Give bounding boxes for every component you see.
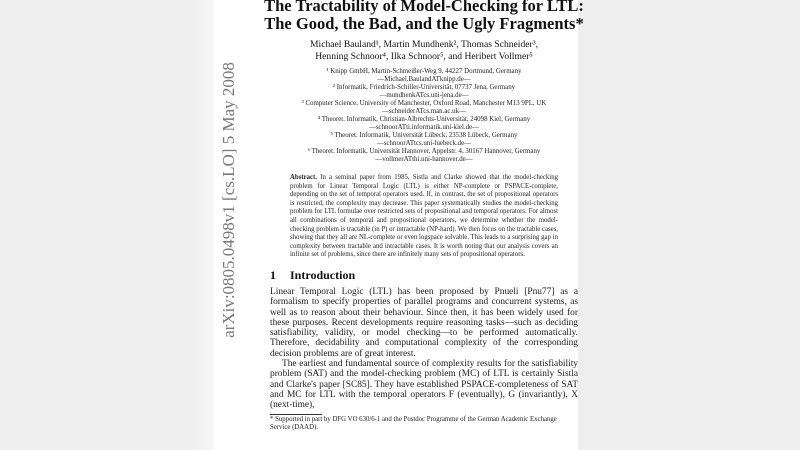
section-heading — [270, 268, 578, 282]
author-line: Michael Bauland¹, Martin Mundhenk², Thomas Schneider³, — [310, 39, 538, 50]
affiliation: ⁶ Theoret. Informatik, Universität Hannover, Appelstr. 4, 30167 Hannover, Germany — [307, 148, 541, 155]
abstract-text: In a seminal paper from 1985, Sistla and Clarke showed that the model-checking problem for Linear Temporal Logic (LTL) is either NP-complete or PSPACE-complete, depending on the set of temporal operators used. If, in contrast, the set of propositional operators is restricted, the complexity may decrease. This paper systematically studies the model-checking problem for LTL formulae over restricted sets of propositional and temporal operators. For almost all combinations of temporal and propositional operators, we determine whether the model-checking problem is tractable (in P) or intractable (NP-hard). We then focus on the tractable cases, showing that they all are NL-complete or even logspace solvable. This leads to a surprising gap in complexity between tractable and intractable cases. It is worth noting that our analysis covers an infinite set of problems, since there are infinitely many sets of propositional operators. — [290, 174, 558, 259]
arxiv-stamp: arXiv:0805.0498v1 [cs.LO] 5 May 2008 — [219, 62, 238, 338]
title-line: The Good, the Bad, and the Ugly Fragments* — [264, 14, 584, 33]
author-list — [270, 39, 578, 63]
affiliation-email: —schnoorATti.informatik.uni-kiel.de— — [368, 124, 480, 131]
paragraph: The earliest and fundamental source of complexity results for the satisfiability problem (SAT) and the model-checking problem (MC) of LTL is certainly Sistla and Clarke's paper [SC85]. They have established PSPACE-completeness of SAT and MC for LTL with the temporal operators F (eventually), G (invariantly), X (next-time), — [270, 359, 578, 411]
affiliations — [264, 68, 584, 164]
affiliation: ⁴ Theoret. Informatik, Christian-Albrechts-Universität, 24098 Kiel, Germany — [317, 116, 531, 123]
affiliation-email: —schneiderATcs.man.ac.uk— — [382, 108, 466, 115]
abstract — [290, 174, 558, 260]
affiliation-email: —schnoorATtcs.uni-luebeck.de— — [376, 140, 472, 147]
affiliation: ³ Computer Science, University of Manchester, Oxford Road, Manchester M13 9PL, UK — [301, 100, 547, 107]
abstract-label: Abstract. — [290, 174, 317, 181]
footnote: * Supported in part by DFG VO 630/6-1 and the Postdoc Programme of the German Academic Exchange Service (DAAD). — [270, 415, 557, 431]
paper-title — [262, 0, 586, 33]
footnote-rule — [270, 414, 322, 415]
section-number: 1 — [270, 267, 276, 282]
paragraph: Linear Temporal Logic (LTL) has been proposed by Pnueli [Pnu77] as a formalism to specify properties of parallel programs and concurrent systems, as well as to reason about their behaviour. Since then, it has been widely used for these purposes. Recent developments require reasoning tasks—such as deciding satisfiability, validity, or model checking—to be performed automatically. Therefore, decidability and computational complexity of the corresponding decision problems are of great interest. — [270, 286, 578, 359]
author-line: Henning Schnoor⁴, Ilka Schnoor⁵, and Heribert Vollmer⁵ — [315, 51, 533, 62]
affiliation-email: —vollmerATthi.uni-hannover.de— — [375, 156, 473, 163]
page-content — [264, 0, 584, 432]
affiliation: ² Informatik, Friedrich-Schiller-Universität, 07737 Jena, Germany — [332, 84, 516, 91]
title-line: The Tractability of Model-Checking for LTL: — [264, 0, 584, 15]
section-title: Introduction — [290, 267, 356, 282]
section-body — [270, 287, 578, 411]
affiliation-email: —mundhenkATcs.uni-jena.de— — [379, 92, 469, 99]
affiliation-email: —Michael.BaulandATknipp.de— — [377, 76, 471, 83]
affiliation: ⁵ Theoret. Informatik, Universität Lübeck, 23538 Lübeck, Germany — [330, 132, 518, 139]
affiliation: ¹ Knipp GmbH, Martin-Schmeißer-Weg 9, 44227 Dortmund, Germany — [326, 68, 522, 75]
